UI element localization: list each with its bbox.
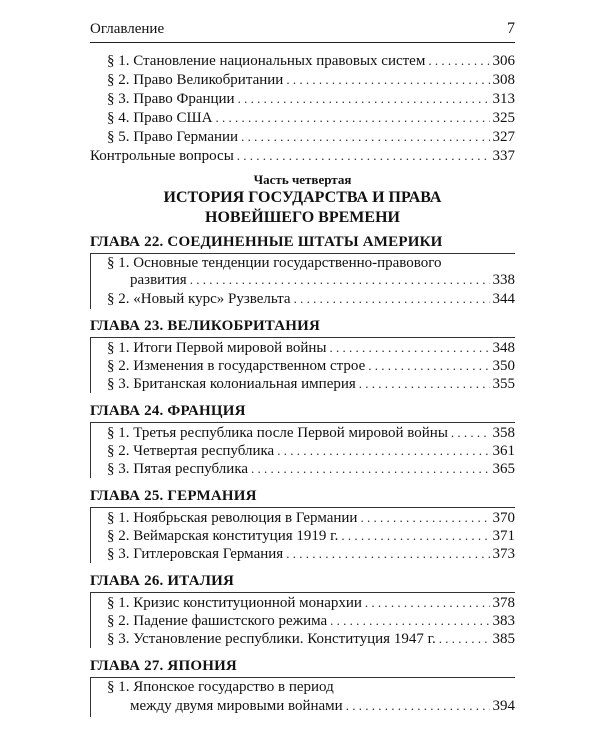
page-number: 7: [507, 20, 515, 37]
toc-entry-page: 355: [492, 376, 515, 392]
part-heading: [90, 172, 515, 228]
toc-entry-label-line1: § 1. Японское государство в период: [107, 679, 334, 695]
leader-dots: [365, 593, 490, 612]
leader-dots: [294, 289, 490, 308]
chapter-heading[interactable]: ГЛАВА 22. СОЕДИНЕННЫЕ ШТАТЫ АМЕРИКИ: [90, 234, 443, 250]
chapter-bracket: [90, 422, 91, 478]
part-title-line1: ИСТОРИЯ ГОСУДАРСТВА И ПРАВА: [163, 189, 442, 206]
chapter-heading[interactable]: ГЛАВА 26. ИТАЛИЯ: [90, 573, 235, 589]
toc-entry-label-line1: § 1. Основные тенденции государственно-правового: [107, 255, 442, 271]
leader-dots: [241, 127, 489, 146]
toc-entry-page: 337: [492, 148, 515, 164]
toc-entry-label: развития: [130, 272, 187, 288]
leader-dots: [439, 629, 490, 648]
toc-entry-page: 371: [492, 528, 515, 544]
leader-dots: [330, 611, 489, 630]
toc-entry[interactable]: [107, 108, 515, 127]
toc-entry[interactable]: [107, 526, 515, 545]
toc-entry[interactable]: [107, 89, 515, 108]
toc-entry-label: § 2. Веймарская конституция 1919 г.: [107, 528, 339, 544]
leader-dots: [237, 146, 490, 165]
leader-dots: [238, 89, 490, 108]
toc-entry-label: § 3. Гитлеровская Германия: [107, 546, 284, 562]
toc-entry-label: § 1. Ноябрьская революция в Германии: [107, 510, 358, 526]
toc-entry[interactable]: [107, 51, 515, 70]
toc-entry-label: между двумя мировыми войнами: [130, 698, 343, 714]
toc-entry-page: 327: [492, 129, 515, 145]
toc-entry-page: 306: [492, 53, 515, 69]
leader-dots: [368, 356, 489, 375]
leader-dots: [428, 51, 489, 70]
leader-dots: [286, 544, 489, 563]
part-label: Часть четвертая: [253, 172, 352, 187]
toc-entry-page: 338: [492, 272, 515, 288]
toc-entry[interactable]: [107, 423, 515, 442]
toc-entry-page: 325: [492, 110, 515, 126]
toc-entry-label: § 2. Четвертая республика: [107, 443, 275, 459]
chapter-heading[interactable]: ГЛАВА 25. ГЕРМАНИЯ: [90, 488, 257, 504]
toc-entry-page: 308: [492, 72, 515, 88]
chapter-bracket: [90, 677, 91, 717]
chapter-bracket: [90, 337, 91, 393]
leader-dots: [277, 441, 489, 460]
toc-entry-page: 383: [492, 613, 515, 629]
running-head-title: Оглавление: [90, 21, 165, 37]
toc-entry-page: 373: [492, 546, 515, 562]
toc-entry[interactable]: [107, 544, 515, 563]
toc-entry-label: Контрольные вопросы: [90, 148, 234, 164]
toc-entry[interactable]: [130, 270, 515, 289]
toc-entry[interactable]: [107, 593, 515, 612]
leader-dots: [190, 270, 490, 289]
toc-entry-label: § 3. Британская колониальная империя: [107, 376, 356, 392]
toc-entry-page: 365: [492, 461, 515, 477]
toc-entry-page: 385: [492, 631, 515, 647]
leader-dots: [251, 459, 489, 478]
toc-entry-label: § 3. Пятая республика: [107, 461, 249, 477]
toc-entry[interactable]: [107, 611, 515, 630]
toc-entry[interactable]: [107, 374, 515, 393]
toc-entry-label: § 2. Право Великобритании: [107, 72, 284, 88]
leader-dots: [286, 70, 489, 89]
toc-entry-control-questions[interactable]: [90, 146, 515, 165]
header-rule: [90, 42, 515, 43]
leader-dots: [346, 696, 490, 715]
toc-entry[interactable]: [107, 508, 515, 527]
toc-entry-page: 348: [492, 340, 515, 356]
chapter-heading[interactable]: ГЛАВА 27. ЯПОНИЯ: [90, 658, 237, 674]
toc-entry-label: § 2. «Новый курс» Рузвельта: [107, 291, 291, 307]
toc-entry-label: § 4. Право США: [107, 110, 213, 126]
toc-entry[interactable]: [107, 338, 515, 357]
leader-dots: [215, 108, 489, 127]
leader-dots: [360, 508, 489, 527]
toc-entry-label: § 5. Право Германии: [107, 129, 239, 145]
leader-dots: [359, 374, 490, 393]
chapter-heading[interactable]: ГЛАВА 24. ФРАНЦИЯ: [90, 403, 246, 419]
toc-entry-label: § 1. Становление национальных правовых систем: [107, 53, 426, 69]
toc-entry-label: § 3. Право Франции: [107, 91, 235, 107]
leader-dots: [341, 526, 489, 545]
toc-entry-page: 370: [492, 510, 515, 526]
toc-entry-label: § 3. Установление республики. Конституция 1947 г.: [107, 631, 436, 647]
chapter-bracket: [90, 507, 91, 563]
toc-entry-page: 378: [492, 595, 515, 611]
toc-entry[interactable]: [107, 356, 515, 375]
toc-entry[interactable]: [107, 289, 515, 308]
toc-entry-page: 313: [492, 91, 515, 107]
leader-dots: [451, 423, 490, 442]
toc-entry[interactable]: [107, 629, 515, 648]
toc-entry-page: 394: [492, 698, 515, 714]
chapter-bracket: [90, 592, 91, 648]
toc-entry[interactable]: [107, 127, 515, 146]
part-title-line2: НОВЕЙШЕГО ВРЕМЕНИ: [205, 209, 400, 226]
chapter-bracket: [90, 253, 91, 309]
toc-entry[interactable]: [107, 70, 515, 89]
toc-entry-label: § 1. Кризис конституционной монархии: [107, 595, 362, 611]
leader-dots: [330, 338, 490, 357]
toc-entry-page: 361: [492, 443, 515, 459]
toc-entry-page: 350: [492, 358, 515, 374]
toc-entry-label: § 2. Изменения в государственном строе: [107, 358, 366, 374]
toc-entry-page: 358: [492, 425, 515, 441]
toc-entry[interactable]: [107, 459, 515, 478]
toc-entry-page: 344: [492, 291, 515, 307]
toc-entry[interactable]: [130, 696, 515, 715]
toc-entry-label: § 1. Итоги Первой мировой войны: [107, 340, 327, 356]
toc-entry[interactable]: [107, 441, 515, 460]
toc-entry-label: § 2. Падение фашистского режима: [107, 613, 328, 629]
toc-entry-label: § 1. Третья республика после Первой мировой войны: [107, 425, 448, 441]
chapter-heading[interactable]: ГЛАВА 23. ВЕЛИКОБРИТАНИЯ: [90, 318, 321, 334]
